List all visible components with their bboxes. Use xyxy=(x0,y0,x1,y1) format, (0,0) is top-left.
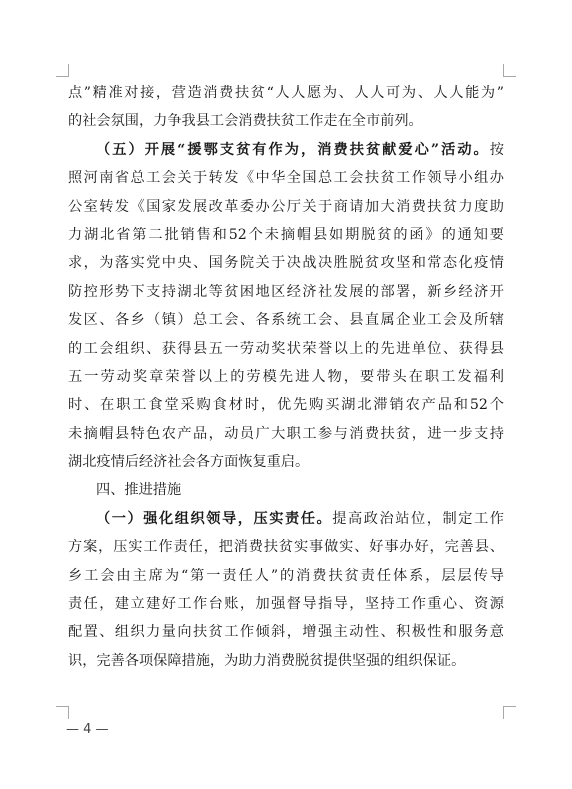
line-text: 乡工会由主席为“第一责任人”的消费扶贫责任体系，层层传导 xyxy=(68,567,504,584)
line-text: 力湖北省第二批销售和52个未摘帽县如期脱贫的函》的通知要 xyxy=(68,226,504,243)
body-text xyxy=(68,79,504,675)
text-line xyxy=(68,193,504,221)
text-line xyxy=(68,363,504,391)
line-text: 配置、组织力量向扶贫工作倾斜，增强主动性、积极性和服务意 xyxy=(68,624,504,641)
page-number: — 4 — xyxy=(66,722,109,737)
text-line xyxy=(68,164,504,192)
text-line xyxy=(68,107,504,135)
line-text: 防控形势下支持湖北等贫困地区经济社发展的部署，新乡经济开 xyxy=(68,283,504,300)
text-line xyxy=(68,476,504,504)
text-line xyxy=(68,647,504,675)
line-text: 照河南省总工会关于转发《中华全国总工会扶贫工作领导小组办 xyxy=(68,170,504,187)
text-line xyxy=(68,249,504,277)
text-line xyxy=(68,79,504,107)
line-text: 责任，建立建好工作台账，加强督导指导，坚持工作重心、资源 xyxy=(68,596,504,613)
line-text: 点”精准对接，营造消费扶贫“人人愿为、人人可为、人人能为” xyxy=(68,85,504,101)
text-line xyxy=(68,618,504,646)
crop-mark-bottom-right xyxy=(503,706,516,719)
text-line xyxy=(68,533,504,561)
section-heading: （一）强化组织领导，压实责任。 xyxy=(96,510,333,527)
text-line xyxy=(68,420,504,448)
text-line xyxy=(68,505,504,533)
crop-mark-top-right xyxy=(503,64,516,77)
line-text: 公室转发《国家发展改革委办公厅关于商请加大消费扶贫力度助 xyxy=(68,198,504,215)
text-line xyxy=(68,448,504,476)
line-text: 湖北疫情后经济社会各方面恢复重启。 xyxy=(68,454,310,471)
crop-mark-top-left xyxy=(56,64,69,77)
text-line xyxy=(68,590,504,618)
text-line xyxy=(68,335,504,363)
crop-mark-bottom-left xyxy=(56,706,69,719)
text-line xyxy=(68,221,504,249)
section-heading: （五）开展“援鄂支贫有作为，消费扶贫献爱心”活动。 xyxy=(96,141,490,158)
line-text: 五一劳动奖章荣誉以上的劳模先进人物，要带头在职工发福利 xyxy=(68,368,504,385)
line-text: 的社会氛围，力争我县工会消费扶贫工作走在全市前列。 xyxy=(68,113,423,130)
text-line xyxy=(68,306,504,334)
line-text: 按 xyxy=(489,141,504,158)
line-text: 时、在职工食堂采购食材时，优先购买湖北滞销农产品和52个 xyxy=(68,397,504,414)
line-text: 四、推进措施 xyxy=(96,482,182,499)
line-text: 求，为落实党中央、国务院关于决战决胜脱贫攻坚和常态化疫情 xyxy=(68,255,504,272)
line-text: 发区、各乡（镇）总工会、各系统工会、县直属企业工会及所辖 xyxy=(68,312,504,329)
line-text: 的工会组织、获得县五一劳动奖状荣誉以上的先进单位、获得县 xyxy=(68,340,504,357)
text-line xyxy=(68,562,504,590)
text-line xyxy=(68,391,504,419)
line-text: 提高政治站位，制定工作 xyxy=(332,510,504,527)
line-text: 方案，压实工作责任，把消费扶贫实事做实、好事办好，完善县、 xyxy=(68,539,504,556)
text-line xyxy=(68,136,504,164)
text-line xyxy=(68,278,504,306)
line-text: 未摘帽县特色农产品，动员广大职工参与消费扶贫，进一步支持 xyxy=(68,425,504,442)
line-text: 识，完善各项保障措施，为助力消费脱贫提供坚强的组织保证。 xyxy=(68,652,466,669)
